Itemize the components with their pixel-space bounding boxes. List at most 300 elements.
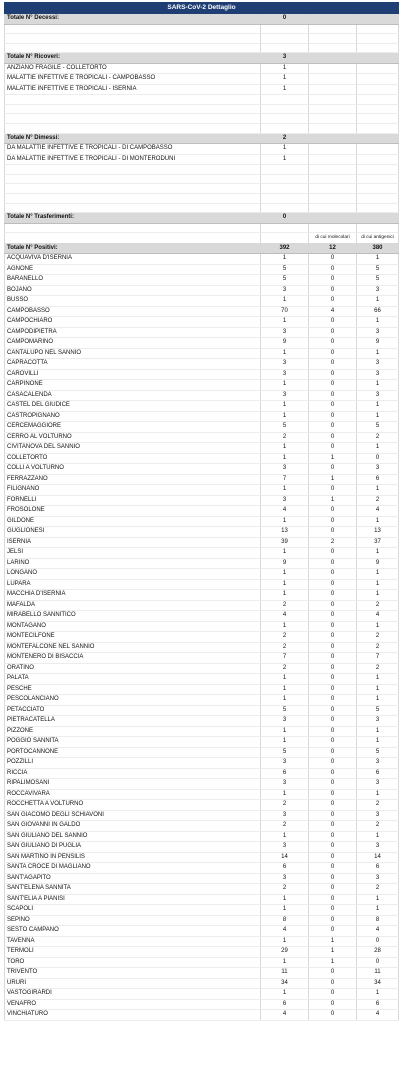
municipality-name: SAN GIULIANO DI PUGLIA [5, 842, 261, 853]
municipality-row [5, 905, 399, 916]
municipality-antigenici: 14 [357, 852, 399, 863]
municipality-antigenici: 1 [357, 317, 399, 328]
municipality-antigenici: 1 [357, 348, 399, 359]
municipality-molecolari: 0 [309, 411, 357, 422]
municipality-antigenici: 1 [357, 443, 399, 454]
trasferimenti-label: Totale N° Trasferimenti: [5, 213, 261, 224]
municipality-name: SANT'ELENA SANNITA [5, 884, 261, 895]
municipality-name: CASTEL DEL GIUDICE [5, 401, 261, 412]
municipality-molecolari: 0 [309, 821, 357, 832]
municipality-antigenici: 5 [357, 275, 399, 286]
municipality-positivi: 7 [261, 474, 309, 485]
municipality-row [5, 296, 399, 307]
municipality-molecolari: 0 [309, 254, 357, 265]
municipality-antigenici: 1 [357, 726, 399, 737]
municipality-antigenici: 6 [357, 999, 399, 1010]
municipality-name: MIRABELLO SANNITICO [5, 611, 261, 622]
municipality-molecolari: 0 [309, 432, 357, 443]
municipality-name: SAN GIOVANNI IN GALDO [5, 821, 261, 832]
ricoveri-row-name: MALATTIE INFETTIVE E TROPICALI - ISERNIA [5, 84, 261, 95]
municipality-name: SANT'ELIA A PIANISI [5, 894, 261, 905]
municipality-positivi: 1 [261, 695, 309, 706]
municipality-row [5, 600, 399, 611]
municipality-molecolari: 0 [309, 632, 357, 643]
municipality-name: MONTECILFONE [5, 632, 261, 643]
municipality-name: AGNONE [5, 264, 261, 275]
municipality-row [5, 936, 399, 947]
municipality-row [5, 443, 399, 454]
dimessi-row-value: 1 [261, 144, 309, 155]
municipality-name: PESCHE [5, 684, 261, 695]
municipality-molecolari: 0 [309, 863, 357, 874]
municipality-name: JELSI [5, 548, 261, 559]
municipality-antigenici: 3 [357, 758, 399, 769]
municipality-antigenici: 4 [357, 506, 399, 517]
municipality-row [5, 327, 399, 338]
municipality-antigenici: 6 [357, 768, 399, 779]
municipality-name: TORO [5, 957, 261, 968]
municipality-molecolari: 0 [309, 506, 357, 517]
municipality-positivi: 6 [261, 863, 309, 874]
ricoveri-row-name: ANZIANO FRAGILE - COLLETORTO [5, 63, 261, 74]
municipality-row [5, 558, 399, 569]
municipality-row [5, 285, 399, 296]
ricoveri-row-value: 1 [261, 63, 309, 74]
municipality-antigenici: 3 [357, 285, 399, 296]
municipality-molecolari: 0 [309, 968, 357, 979]
dimessi-label: Totale N° Dimessi: [5, 133, 261, 144]
municipality-molecolari: 0 [309, 569, 357, 580]
municipality-molecolari: 0 [309, 264, 357, 275]
municipality-molecolari: 0 [309, 852, 357, 863]
dimessi-total-row [5, 133, 399, 144]
municipality-antigenici: 1 [357, 831, 399, 842]
municipality-molecolari: 4 [309, 306, 357, 317]
municipality-antigenici: 2 [357, 884, 399, 895]
municipality-molecolari: 0 [309, 338, 357, 349]
municipality-row [5, 569, 399, 580]
municipality-antigenici: 1 [357, 905, 399, 916]
municipality-antigenici: 3 [357, 873, 399, 884]
municipality-row [5, 548, 399, 559]
municipality-antigenici: 2 [357, 642, 399, 653]
municipality-antigenici: 3 [357, 464, 399, 475]
municipality-antigenici: 34 [357, 978, 399, 989]
municipality-molecolari: 0 [309, 611, 357, 622]
municipality-name: CAMPODIPIETRA [5, 327, 261, 338]
municipality-row [5, 852, 399, 863]
municipality-antigenici: 9 [357, 558, 399, 569]
municipality-molecolari: 0 [309, 810, 357, 821]
municipality-positivi: 1 [261, 317, 309, 328]
municipality-name: SANT'AGAPITO [5, 873, 261, 884]
municipality-name: SAN MARTINO IN PENSILIS [5, 852, 261, 863]
municipality-positivi: 1 [261, 989, 309, 1000]
municipality-positivi: 8 [261, 915, 309, 926]
municipality-name: BUSSO [5, 296, 261, 307]
blank-row [5, 43, 399, 53]
municipality-antigenici: 1 [357, 401, 399, 412]
municipality-antigenici: 11 [357, 968, 399, 979]
trasferimenti-total-row [5, 213, 399, 224]
municipality-positivi: 39 [261, 537, 309, 548]
municipality-antigenici: 1 [357, 789, 399, 800]
ricoveri-row [5, 74, 399, 85]
municipality-positivi: 14 [261, 852, 309, 863]
municipality-positivi: 1 [261, 737, 309, 748]
municipality-row [5, 989, 399, 1000]
municipality-antigenici: 4 [357, 611, 399, 622]
municipality-positivi: 5 [261, 275, 309, 286]
municipality-molecolari: 0 [309, 768, 357, 779]
municipality-row [5, 999, 399, 1010]
municipality-name: CERRO AL VOLTURNO [5, 432, 261, 443]
municipality-positivi: 1 [261, 894, 309, 905]
municipality-antigenici: 13 [357, 527, 399, 538]
municipality-positivi: 4 [261, 611, 309, 622]
municipality-molecolari: 0 [309, 800, 357, 811]
municipality-antigenici: 4 [357, 1010, 399, 1021]
municipality-name: LONGANO [5, 569, 261, 580]
municipality-molecolari: 0 [309, 600, 357, 611]
municipality-name: COLLETORTO [5, 453, 261, 464]
municipality-antigenici: 1 [357, 569, 399, 580]
municipality-row [5, 684, 399, 695]
municipality-name: CAMPOBASSO [5, 306, 261, 317]
municipality-positivi: 5 [261, 422, 309, 433]
municipality-molecolari: 0 [309, 684, 357, 695]
municipality-molecolari: 0 [309, 747, 357, 758]
municipality-row [5, 842, 399, 853]
ricoveri-total-row [5, 53, 399, 64]
municipality-name: CARPINONE [5, 380, 261, 391]
municipality-name: MONTEFALCONE NEL SANNIO [5, 642, 261, 653]
municipality-name: COLLI A VOLTURNO [5, 464, 261, 475]
municipality-antigenici: 3 [357, 359, 399, 370]
municipality-name: ISERNIA [5, 537, 261, 548]
municipality-molecolari: 0 [309, 978, 357, 989]
positivi-label: Totale N° Positivi: [5, 243, 261, 254]
positivi-total-molecolari: 12 [309, 243, 357, 254]
municipality-positivi: 1 [261, 936, 309, 947]
municipality-positivi: 1 [261, 674, 309, 685]
municipality-row [5, 306, 399, 317]
municipality-row [5, 537, 399, 548]
municipality-row [5, 474, 399, 485]
municipality-antigenici: 9 [357, 338, 399, 349]
municipality-positivi: 3 [261, 464, 309, 475]
municipality-row [5, 1010, 399, 1021]
municipality-molecolari: 0 [309, 653, 357, 664]
municipality-molecolari: 0 [309, 779, 357, 790]
municipality-molecolari: 0 [309, 390, 357, 401]
municipality-positivi: 3 [261, 779, 309, 790]
municipality-antigenici: 66 [357, 306, 399, 317]
municipality-positivi: 3 [261, 495, 309, 506]
municipality-positivi: 1 [261, 380, 309, 391]
municipality-name: MONTAGANO [5, 621, 261, 632]
municipality-molecolari: 0 [309, 443, 357, 454]
blank-row [5, 34, 399, 44]
municipality-antigenici: 1 [357, 674, 399, 685]
decessi-value: 0 [261, 14, 309, 25]
municipality-row [5, 579, 399, 590]
municipality-name: CERCEMAGGIORE [5, 422, 261, 433]
ricoveri-row [5, 84, 399, 95]
municipality-molecolari: 0 [309, 915, 357, 926]
municipality-antigenici: 3 [357, 810, 399, 821]
municipality-name: PETACCIATO [5, 705, 261, 716]
municipality-antigenici: 4 [357, 926, 399, 937]
municipality-molecolari: 0 [309, 348, 357, 359]
municipality-positivi: 13 [261, 527, 309, 538]
municipality-antigenici: 37 [357, 537, 399, 548]
municipality-molecolari: 1 [309, 474, 357, 485]
municipality-molecolari: 0 [309, 317, 357, 328]
municipality-antigenici: 1 [357, 684, 399, 695]
blank-row [5, 114, 399, 124]
blank-row [5, 193, 399, 203]
municipality-molecolari: 0 [309, 1010, 357, 1021]
municipality-row [5, 768, 399, 779]
municipality-molecolari: 0 [309, 558, 357, 569]
municipality-positivi: 4 [261, 926, 309, 937]
municipality-positivi: 3 [261, 842, 309, 853]
municipality-antigenici: 6 [357, 474, 399, 485]
ricoveri-row-value: 1 [261, 84, 309, 95]
municipality-name: MONTENERO DI BISACCIA [5, 653, 261, 664]
blank-row [5, 184, 399, 194]
municipality-positivi: 11 [261, 968, 309, 979]
municipality-name: ROCCHETTA A VOLTURNO [5, 800, 261, 811]
municipality-row [5, 747, 399, 758]
municipality-molecolari: 0 [309, 275, 357, 286]
municipality-name: VASTOGIRARDI [5, 989, 261, 1000]
dimessi-row-name: DA MALATTIE INFETTIVE E TROPICALI - DI MONTERODUNI [5, 154, 261, 165]
municipality-positivi: 3 [261, 810, 309, 821]
municipality-row [5, 789, 399, 800]
municipality-antigenici: 5 [357, 705, 399, 716]
municipality-molecolari: 0 [309, 831, 357, 842]
municipality-name: SANTA CROCE DI MAGLIANO [5, 863, 261, 874]
municipality-row [5, 737, 399, 748]
municipality-row [5, 800, 399, 811]
municipality-antigenici: 1 [357, 411, 399, 422]
municipality-positivi: 1 [261, 579, 309, 590]
blank-row [5, 174, 399, 184]
municipality-positivi: 3 [261, 758, 309, 769]
municipality-positivi: 4 [261, 506, 309, 517]
dimessi-row [5, 154, 399, 165]
municipality-row [5, 873, 399, 884]
municipality-antigenici: 1 [357, 485, 399, 496]
municipality-name: ACQUAVIVA D'ISERNIA [5, 254, 261, 265]
municipality-molecolari: 0 [309, 884, 357, 895]
municipality-name: LUPARA [5, 579, 261, 590]
municipality-antigenici: 3 [357, 390, 399, 401]
municipality-row [5, 432, 399, 443]
municipality-row [5, 978, 399, 989]
municipality-row [5, 716, 399, 727]
municipality-name: PESCOLANCIANO [5, 695, 261, 706]
municipality-antigenici: 3 [357, 716, 399, 727]
municipality-name: CAROVILLI [5, 369, 261, 380]
positivi-subheader-row [5, 233, 399, 244]
municipality-name: SESTO CAMPANO [5, 926, 261, 937]
municipality-positivi: 1 [261, 831, 309, 842]
municipality-name: BOJANO [5, 285, 261, 296]
municipality-positivi: 7 [261, 653, 309, 664]
municipality-molecolari: 0 [309, 579, 357, 590]
municipality-positivi: 3 [261, 359, 309, 370]
decessi-label: Totale N° Decessi: [5, 14, 261, 25]
municipality-molecolari: 1 [309, 947, 357, 958]
municipality-row [5, 968, 399, 979]
municipality-antigenici: 1 [357, 621, 399, 632]
municipality-positivi: 1 [261, 453, 309, 464]
municipality-row [5, 726, 399, 737]
municipality-positivi: 1 [261, 485, 309, 496]
municipality-antigenici: 1 [357, 695, 399, 706]
municipality-name: BARANELLO [5, 275, 261, 286]
municipality-positivi: 1 [261, 957, 309, 968]
municipality-row [5, 642, 399, 653]
municipality-name: RICCIA [5, 768, 261, 779]
municipality-row [5, 348, 399, 359]
municipality-positivi: 3 [261, 873, 309, 884]
municipality-positivi: 1 [261, 348, 309, 359]
ricoveri-label: Totale N° Ricoveri: [5, 53, 261, 64]
municipality-row [5, 947, 399, 958]
municipality-positivi: 1 [261, 726, 309, 737]
blank-row [5, 24, 399, 34]
municipality-antigenici: 5 [357, 747, 399, 758]
municipality-row [5, 894, 399, 905]
municipality-row [5, 254, 399, 265]
municipality-name: VENAFRO [5, 999, 261, 1010]
municipality-positivi: 1 [261, 684, 309, 695]
detail-table [4, 2, 399, 1021]
municipality-row [5, 821, 399, 832]
ricoveri-value: 3 [261, 53, 309, 64]
municipality-antigenici: 1 [357, 380, 399, 391]
municipality-positivi: 1 [261, 569, 309, 580]
municipality-row [5, 884, 399, 895]
municipality-antigenici: 3 [357, 327, 399, 338]
municipality-positivi: 1 [261, 621, 309, 632]
municipality-row [5, 264, 399, 275]
municipality-row [5, 810, 399, 821]
positivi-total-row [5, 243, 399, 254]
municipality-positivi: 70 [261, 306, 309, 317]
positivi-total: 392 [261, 243, 309, 254]
municipality-name: ORATINO [5, 663, 261, 674]
municipality-antigenici: 1 [357, 579, 399, 590]
municipality-positivi: 1 [261, 411, 309, 422]
municipality-antigenici: 28 [357, 947, 399, 958]
municipality-name: VINCHIATURO [5, 1010, 261, 1021]
municipality-molecolari: 0 [309, 989, 357, 1000]
municipality-positivi: 2 [261, 632, 309, 643]
trasferimenti-value: 0 [261, 213, 309, 224]
municipality-name: CASACALENDA [5, 390, 261, 401]
municipality-positivi: 3 [261, 285, 309, 296]
municipality-molecolari: 0 [309, 758, 357, 769]
sars-cov-2-detail-sheet [4, 2, 398, 1021]
municipality-molecolari: 0 [309, 296, 357, 307]
municipality-row [5, 957, 399, 968]
municipality-molecolari: 0 [309, 737, 357, 748]
municipality-name: POGGIO SANNITA [5, 737, 261, 748]
municipality-molecolari: 1 [309, 495, 357, 506]
municipality-name: SCAPOLI [5, 905, 261, 916]
municipality-positivi: 5 [261, 747, 309, 758]
positivi-total-antigenici: 380 [357, 243, 399, 254]
municipality-positivi: 1 [261, 548, 309, 559]
municipality-molecolari: 0 [309, 369, 357, 380]
municipality-positivi: 29 [261, 947, 309, 958]
municipality-row [5, 411, 399, 422]
municipality-name: FORNELLI [5, 495, 261, 506]
blank-row [5, 203, 399, 213]
municipality-row [5, 380, 399, 391]
municipality-row [5, 926, 399, 937]
municipality-positivi: 2 [261, 432, 309, 443]
municipality-row [5, 653, 399, 664]
municipality-positivi: 1 [261, 443, 309, 454]
municipality-molecolari: 2 [309, 537, 357, 548]
municipality-row [5, 422, 399, 433]
municipality-molecolari: 0 [309, 789, 357, 800]
municipality-antigenici: 5 [357, 422, 399, 433]
municipality-row [5, 621, 399, 632]
municipality-name: CANTALUPO NEL SANNIO [5, 348, 261, 359]
municipality-molecolari: 0 [309, 674, 357, 685]
municipality-antigenici: 2 [357, 663, 399, 674]
municipality-row [5, 485, 399, 496]
municipality-molecolari: 0 [309, 548, 357, 559]
municipality-antigenici: 2 [357, 495, 399, 506]
dimessi-row [5, 144, 399, 155]
municipality-molecolari: 0 [309, 590, 357, 601]
municipality-molecolari: 0 [309, 327, 357, 338]
decessi-total-row [5, 14, 399, 25]
municipality-row [5, 527, 399, 538]
municipality-antigenici: 2 [357, 432, 399, 443]
municipality-row [5, 275, 399, 286]
municipality-row [5, 758, 399, 769]
municipality-positivi: 1 [261, 516, 309, 527]
sheet-title: SARS-CoV-2 Dettaglio [5, 3, 399, 14]
municipality-row [5, 390, 399, 401]
municipality-antigenici: 1 [357, 894, 399, 905]
title-row [5, 3, 399, 14]
municipality-molecolari: 0 [309, 842, 357, 853]
municipality-row [5, 401, 399, 412]
municipality-positivi: 2 [261, 642, 309, 653]
municipality-molecolari: 1 [309, 957, 357, 968]
municipality-name: GUGLIONESI [5, 527, 261, 538]
municipality-name: MAFALDA [5, 600, 261, 611]
municipality-name: SAN GIULIANO DEL SANNIO [5, 831, 261, 842]
municipality-antigenici: 0 [357, 936, 399, 947]
municipality-name: URURI [5, 978, 261, 989]
municipality-molecolari: 0 [309, 905, 357, 916]
municipality-row [5, 705, 399, 716]
municipality-antigenici: 3 [357, 779, 399, 790]
municipality-positivi: 6 [261, 999, 309, 1010]
municipality-antigenici: 3 [357, 842, 399, 853]
